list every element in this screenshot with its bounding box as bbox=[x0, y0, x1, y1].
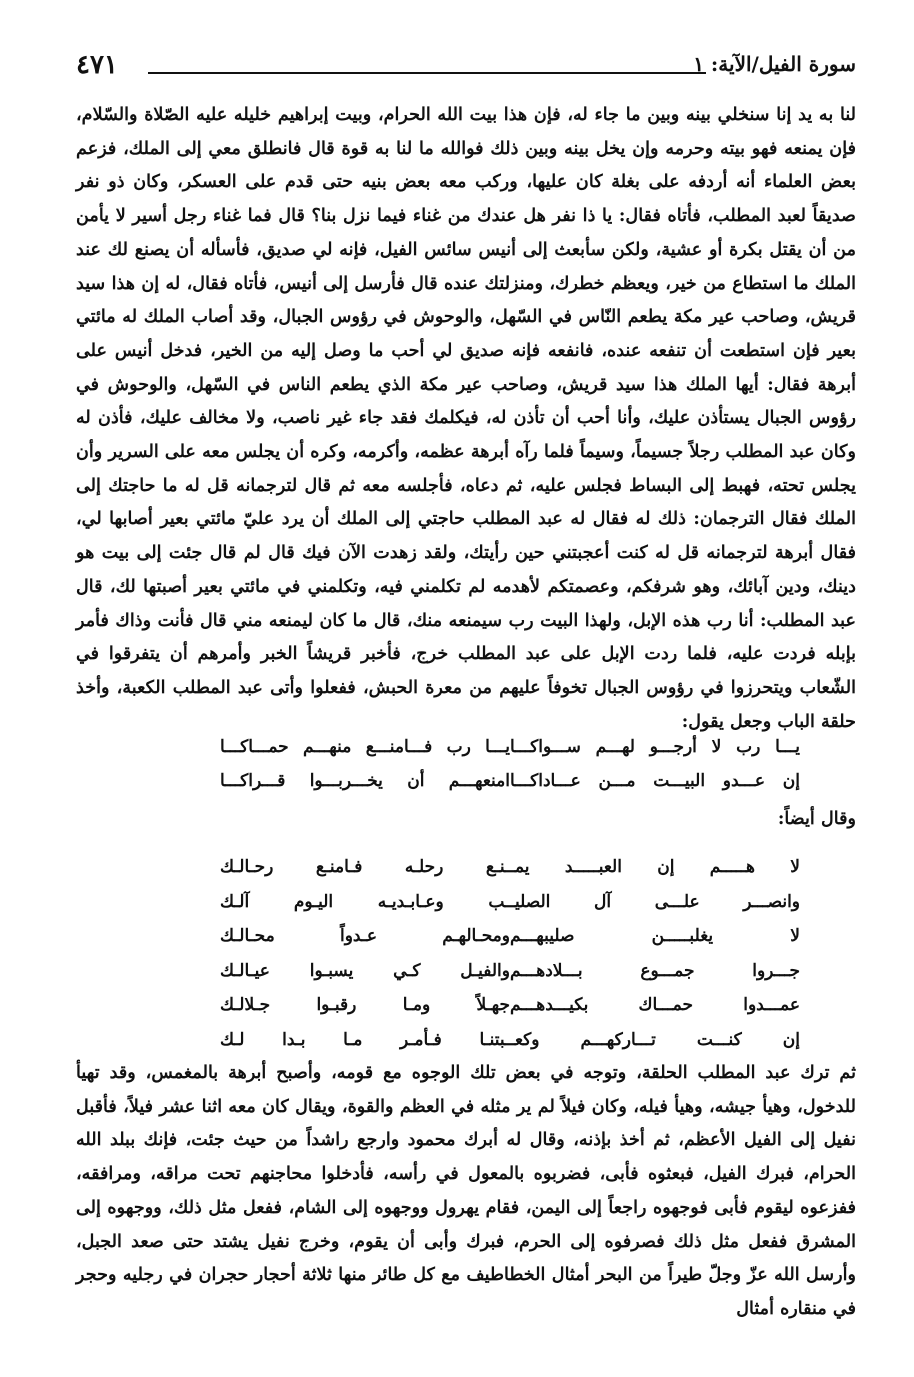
verse-first-half: لا يغلبـــــن صليبهـــم bbox=[510, 926, 800, 946]
verse-second-half: ومحـالهـم عـدواً محـالـك bbox=[220, 926, 510, 946]
verse-first-half: لا هـــــم إن العبـــــد يمـ bbox=[510, 857, 800, 877]
verse-line bbox=[150, 1023, 800, 1058]
paragraph: ثم ترك عبد المطلب الحلقة، وتوجه في بعض تلك الوجوه مع قومه، وأصبح أبرهة بالمغمس، وقد تهيأ للدخول، وهيأ جيشه، وهيأ فيله، وكان فيلاً لم ير مثله في العظم والقوة، ويقال كان معه اثنا عشر فيلاً، فأقبل نفيل إلى الفيل الأعظم، ثم أخذ بإذنه، وقال له أبرك محمود وارجع راشداً من حيث جئت، فإنك ببلد الله الحرام، فبرك الفيل، فبعثوه فأبى، فضربوه بالمعول في رأسه، فأدخلوا محاجنهم تحت مراقه، ومرافقه، ففزعوه ليقوم فأبى فوجهوه راجعاً إلى اليمن، فقام يهرول ووجهوه إلى الشام، ففعل مثل ذلك، ووجهوه إلى المشرق ففعل مثل ذلك فصرفوه إلى الحرم، فبرك وأبى أن يقوم، وخرج نفيل يشتد حتى صعد الجبل، وأرسل الله عزّ وجلّ طيراً من البحر أمثال الخطاطيف مع كل طائر منها ثلاثة أحجار حجران في رجليه وحجر في منقاره أمثال bbox=[76, 1062, 856, 1319]
verse-second-half: امنعهـــم أن يخـــربـــوا قـــراكـــا bbox=[220, 771, 510, 791]
verse-first-half: عمـــدوا حمـــاك بكيـــدهـــم bbox=[510, 995, 800, 1015]
body-text-top bbox=[76, 98, 856, 738]
verse-line bbox=[150, 988, 800, 1023]
body-text-bottom bbox=[76, 1056, 856, 1326]
poem-2 bbox=[150, 850, 800, 1057]
verse-first-half: جـــروا جمـــوع بـــلادهـــم bbox=[510, 960, 800, 981]
verse-line bbox=[150, 730, 800, 764]
verse-line bbox=[150, 954, 800, 989]
page-header bbox=[76, 50, 856, 84]
verse-first-half: إن كنـــت تـــاركهـــم وكعـ bbox=[510, 1029, 800, 1050]
verse-line bbox=[150, 885, 800, 920]
poem-1 bbox=[150, 730, 800, 798]
verse-second-half: جهـلاً ومـا رقبـوا جـلالـك bbox=[220, 995, 510, 1015]
header-rule bbox=[148, 72, 706, 74]
verse-line bbox=[150, 764, 800, 798]
verse-line bbox=[150, 919, 800, 954]
verse-second-half: ـنـع رحلـه فـامنـع رحـالـك bbox=[220, 857, 510, 877]
verse-first-half: إن عـــدو البيـــت مـــن عـــاداكـــا bbox=[510, 771, 800, 791]
verse-second-half: ـب وعـابـديـه اليـوم آلـك bbox=[220, 891, 510, 912]
verse-first-half: وانصـــر علـــى آل الصليـ bbox=[510, 891, 800, 912]
poem-2-intro: وقال أيضاً: bbox=[777, 808, 856, 829]
paragraph: لنا به يد إنا سنخلي بينه وبين ما جاء له، فإن هذا بيت الله الحرام، وبيت إبراهيم خليله عليه الصّلاة والسّلام، فإن يمنعه فهو بيته وحرمه وإن يخل بينه وبين ذلك فوالله ما لنا به قوة قال فانطلق معي إلى الملك، فزعم بعض العلماء أنه أردفه على بغلة كان عليها، وركب معه بعض بنيه حتى قدم على العسكر، وكان ذو نفر صديقاً لعبد المطلب، فأتاه فقال: يا ذا نفر هل عندك من غناء فيما نزل بنا؟ قال فما غناء رجل أسير لا يأمن من أن يقتل بكرة أو عشية، ولكن سأبعث إلى أنيس سائس الفيل، فإنه لي صديق، فأسأله أن يصنع لك عند الملك ما استطاع من خير، ويعظم خطرك، ومنزلتك عنده قال فأرسل إلى أنيس، فأتاه فقال، له إن هذا سيد قريش، وصاحب عير مكة يطعم النّاس في السّهل، والوحوش في رؤوس الجبال، وقد أصاب الملك له مائتي بعير فإن استطعت أن تنفعه عنده، فانفعه فإنه صديق لي أحب ما وصل إليه من الخير، فدخل أنيس على أبرهة فقال: أيها الملك هذا سيد قريش، وصاحب عير مكة الذي يطعم الناس في السّهل، والوحوش في رؤوس الجبال يستأذن عليك، وأنا أحب أن تأذن له، فيكلمك فقد جاء غير ناصب، ولا مخالف عليك، فأذن له وكان عبد المطلب رجلاً جسيماً، وسيماً فلما رآه أبرهة عظمه، وأكرمه، وكره أن يجلس معه على السرير وأن يجلس تحته، فهبط إلى البساط فجلس عليه، ثم دعاه، فأجلسه معه ثم قال لترجمانه قل له ما حاجتك إلى الملك فقال الترجمان: ذلك له فقال له عبد المطلب حاجتي إلى الملك أن يرد عليّ مائتي بعير أصابها لي، فقال أبرهة لترجمانه قل له كنت أعجبتني حين رأيتك، ولقد زهدت الآن فيك قال لم قال جئت إلى بيت هو دينك، ودين آبائك، وهو شرفكم، وعصمتكم لأهدمه لم تكلمني فيه، وتكلمني في مائتي بعير أصبتها لك، قال عبد المطلب: أنا رب هذه الإبل، ولهذا البيت رب سيمنعه منك، قال ما كان ليمنعه مني قال فأنت وذاك فأمر بإبله فردت عليه، فلما ردت الإبل على عبد المطلب خرج، فأخبر قريشاً الخبر وأمرهم أن يتفرقوا في الشّعاب ويتحرزوا في رؤوس الجبال تخوفاً عليهم من معرة الحبش، ففعلوا وأتى عبد المطلب الكعبة، وأخذ حلقة الباب وجعل يقول: bbox=[76, 104, 856, 732]
page-number: ٤٧١ bbox=[76, 50, 118, 80]
verse-second-half: والفيـل كـي يسبـوا عيـالـك bbox=[220, 960, 510, 981]
verse-line bbox=[150, 850, 800, 885]
verse-second-half: ـبتنـا فـأمـر مـا بـدا لـك bbox=[220, 1029, 510, 1050]
verse-first-half: يـــا رب لا أرجـــو لهـــم ســـواكـــا bbox=[510, 737, 800, 757]
verse-second-half: يـــا رب فـــامنـــع منهـــم حمـــاكـــا bbox=[220, 737, 510, 757]
running-title: سورة الفيل/الآية: ١ bbox=[693, 52, 856, 76]
